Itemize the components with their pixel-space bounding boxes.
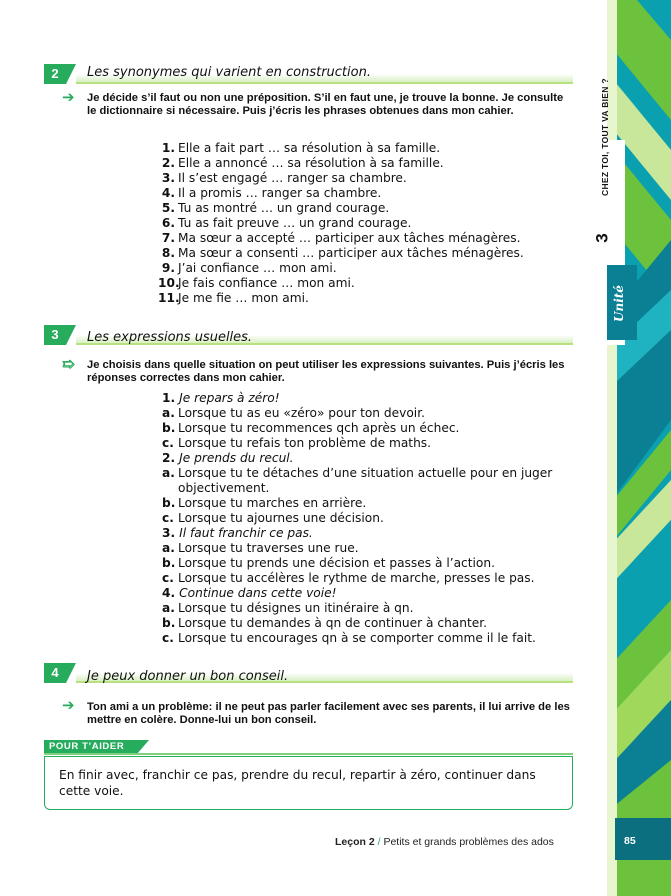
list-item bbox=[158, 276, 524, 291]
option-text: Lorsque tu prends une décision et passes à l’action. bbox=[178, 556, 495, 570]
expression-item bbox=[162, 391, 574, 406]
option-text: Lorsque tu traverses une rue. bbox=[178, 541, 359, 555]
list-item bbox=[162, 231, 524, 246]
item-number: 9. bbox=[161, 261, 175, 275]
item-number: 1. bbox=[161, 141, 175, 155]
list-item bbox=[162, 171, 524, 186]
option-item bbox=[162, 601, 574, 616]
item-number: 3. bbox=[161, 171, 175, 185]
list-item bbox=[158, 291, 524, 306]
expression-number: 2. bbox=[162, 451, 176, 465]
item-number: 5. bbox=[161, 201, 175, 215]
item-number: 11. bbox=[158, 291, 180, 305]
option-item bbox=[162, 616, 574, 631]
option-letter: b. bbox=[162, 496, 176, 510]
option-item bbox=[162, 466, 574, 496]
arrow-icon: ➔ bbox=[62, 88, 75, 106]
section-3-number: 3 bbox=[44, 325, 66, 345]
option-text: Lorsque tu désignes un itinéraire à qn. bbox=[178, 601, 414, 615]
option-item bbox=[162, 571, 574, 586]
option-item bbox=[162, 436, 574, 451]
option-text: Lorsque tu accélères le rythme de marche, presses le pas. bbox=[178, 571, 535, 585]
option-letter: c. bbox=[162, 511, 174, 525]
option-item bbox=[162, 406, 574, 421]
item-number: 8. bbox=[161, 246, 175, 260]
expression-text: Continue dans cette voie! bbox=[179, 586, 337, 600]
option-letter: a. bbox=[162, 541, 175, 555]
section-2-number: 2 bbox=[44, 64, 66, 84]
option-letter: c. bbox=[162, 436, 174, 450]
option-text: Lorsque tu refais ton problème de maths. bbox=[178, 436, 432, 450]
option-text: Lorsque tu encourages qn à se comporter comme il le fait. bbox=[178, 631, 536, 645]
help-label: POUR T’AIDER bbox=[44, 740, 137, 754]
item-number: 6. bbox=[161, 216, 175, 230]
unit-number: 3 bbox=[592, 233, 612, 243]
unit-vertical-title: CHEZ TOI, TOUT VA BIEN ? bbox=[600, 78, 610, 196]
item-text: J’ai confiance … mon ami. bbox=[178, 261, 337, 275]
expression-text: Je prends du recul. bbox=[179, 451, 294, 465]
page-number: 85 bbox=[624, 835, 636, 847]
expression-item bbox=[162, 526, 574, 541]
hollow-arrow-icon: ➯ bbox=[62, 355, 75, 373]
expression-number: 4. bbox=[162, 586, 176, 600]
option-item bbox=[162, 556, 574, 571]
option-text: Lorsque tu te détaches d’une situation actuelle pour en juger objectivement. bbox=[178, 466, 553, 495]
item-text: Elle a fait part … sa résolution à sa famille. bbox=[178, 141, 441, 155]
section-2-title: Les synonymes qui varient en construction. bbox=[87, 65, 371, 80]
option-item bbox=[162, 541, 574, 556]
section-2-header bbox=[44, 64, 573, 84]
section-4-instruction: Ton ami a un problème: il ne peut pas parler facilement avec ses parents, il lui arrive de les mettre en colère. Donne-lui un bon conseil. bbox=[87, 701, 570, 726]
section-3-header bbox=[44, 325, 573, 345]
option-letter: a. bbox=[162, 601, 175, 615]
item-number: 4. bbox=[161, 186, 175, 200]
option-text: Lorsque tu marches en arrière. bbox=[178, 496, 367, 510]
footer-separator: / bbox=[377, 836, 381, 848]
item-text: Je fais confiance … mon ami. bbox=[178, 276, 355, 290]
item-text: Ma sœur a consenti … participer aux tâches ménagères. bbox=[178, 246, 524, 260]
option-letter: c. bbox=[162, 571, 174, 585]
list-item bbox=[162, 246, 524, 261]
option-letter: b. bbox=[162, 556, 176, 570]
section-3-title: Les expressions usuelles. bbox=[87, 330, 253, 345]
expression-item bbox=[162, 586, 574, 601]
option-item bbox=[162, 421, 574, 436]
section-2-list bbox=[158, 141, 524, 306]
option-letter: b. bbox=[162, 616, 176, 630]
option-text: Lorsque tu recommences qch après un échec. bbox=[178, 421, 460, 435]
help-text: En finir avec, franchir ce pas, prendre du recul, repartir à zéro, continuer dans cette voie. bbox=[59, 768, 536, 798]
expression-item bbox=[162, 451, 574, 466]
expression-number: 3. bbox=[162, 526, 176, 540]
option-letter: a. bbox=[162, 466, 175, 480]
section-4-title: Je peux donner un bon conseil. bbox=[87, 669, 289, 684]
unit-label: Unité bbox=[612, 285, 626, 322]
item-text: Je me fie … mon ami. bbox=[178, 291, 309, 305]
list-item bbox=[162, 141, 524, 156]
item-text: Il a promis … ranger sa chambre. bbox=[178, 186, 382, 200]
footer bbox=[335, 836, 554, 848]
section-2-instruction: Je décide s’il faut ou non une préposition. S’il en faut une, je trouve la bonne. Je consulte le dictionnaire si nécessaire. Puis j’écris les phrases obtenues dans mon cahier. bbox=[87, 92, 564, 117]
option-text: Lorsque tu ajournes une décision. bbox=[178, 511, 384, 525]
option-letter: a. bbox=[162, 406, 175, 420]
item-number: 7. bbox=[161, 231, 175, 245]
list-item bbox=[162, 186, 524, 201]
option-text: Lorsque tu demandes à qn de continuer à chanter. bbox=[178, 616, 488, 630]
option-item bbox=[162, 631, 574, 646]
option-letter: c. bbox=[162, 631, 174, 645]
item-text: Tu as fait preuve … un grand courage. bbox=[178, 216, 412, 230]
section-3-list bbox=[162, 391, 574, 646]
list-item bbox=[162, 156, 524, 171]
item-number: 10. bbox=[158, 276, 180, 290]
item-text: Il s’est engagé … ranger sa chambre. bbox=[178, 171, 407, 185]
expression-number: 1. bbox=[162, 391, 176, 405]
expression-text: Il faut franchir ce pas. bbox=[179, 526, 313, 540]
expression-text: Je repars à zéro! bbox=[179, 391, 280, 405]
section-4-header bbox=[44, 663, 573, 683]
list-item bbox=[162, 216, 524, 231]
option-letter: b. bbox=[162, 421, 176, 435]
item-text: Tu as montré … un grand courage. bbox=[178, 201, 390, 215]
option-item bbox=[162, 511, 574, 526]
list-item bbox=[162, 261, 524, 276]
footer-title: Petits et grands problèmes des ados bbox=[383, 836, 554, 848]
help-divider bbox=[44, 753, 573, 755]
help-box bbox=[44, 756, 573, 810]
section-4-number: 4 bbox=[44, 663, 66, 683]
arrow-icon: ➔ bbox=[62, 696, 75, 714]
list-item bbox=[162, 201, 524, 216]
section-3-instruction: Je choisis dans quelle situation on peut utiliser les expressions suivantes. Puis j’écris les réponses correctes dans mon cahier. bbox=[87, 359, 565, 384]
footer-lesson: Leçon 2 bbox=[335, 836, 375, 848]
option-text: Lorsque tu as eu «zéro» pour ton devoir. bbox=[178, 406, 425, 420]
item-text: Ma sœur a accepté … participer aux tâches ménagères. bbox=[178, 231, 521, 245]
option-item bbox=[162, 496, 574, 511]
item-text: Elle a annoncé … sa résolution à sa famille. bbox=[178, 156, 444, 170]
item-number: 2. bbox=[161, 156, 175, 170]
